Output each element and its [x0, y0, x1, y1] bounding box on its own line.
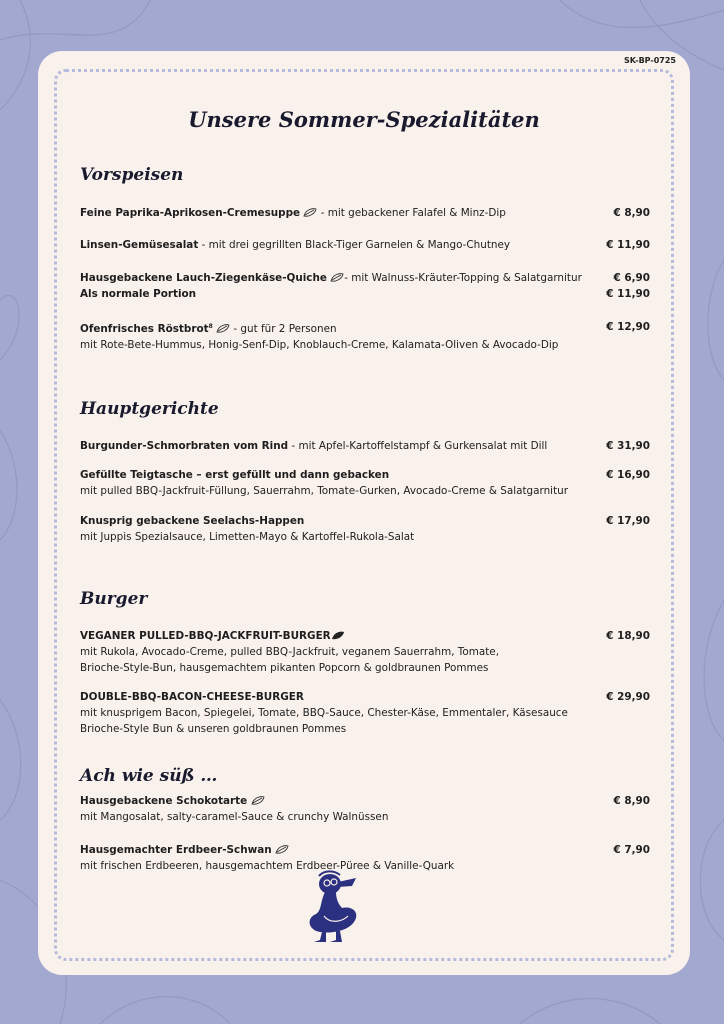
menu-item: [80, 319, 650, 353]
section-title-burger: Burger: [80, 589, 148, 609]
item-sub-name: Als normale Portion: [80, 288, 197, 300]
item-description: - mit Apfel-Kartoffelstampf & Gurkensalat mit Dill: [288, 440, 548, 452]
menu-item: [80, 467, 650, 499]
menu-item: [80, 205, 650, 221]
item-price: € 31,90: [606, 440, 650, 452]
menu-code: SK-BP-0725: [624, 56, 676, 65]
menu-item: [80, 628, 650, 676]
menu-card: [38, 51, 690, 975]
leaf-icon: [303, 208, 317, 217]
item-description: - gut für 2 Personen: [230, 323, 337, 335]
item-name: Feine Paprika-Aprikosen-Cremesuppe: [80, 207, 301, 219]
vegan-leaf-icon: [331, 631, 345, 640]
menu-item: [80, 438, 650, 454]
item-detail: mit Mangosalat, salty-caramel-Sauce & crunchy Walnüssen: [80, 811, 389, 823]
menu-item: [80, 270, 650, 302]
menu-item: [80, 237, 650, 253]
page-title: Unsere Sommer-Spezialitäten: [188, 107, 540, 132]
item-description: - mit gebackener Falafel & Minz-Dip: [320, 207, 506, 219]
menu-item: [80, 793, 650, 825]
item-detail: mit Rukola, Avocado-Creme, pulled BBQ-Jackfruit, veganem Sauerrahm, Tomate,: [80, 646, 500, 658]
menu-item: [80, 842, 650, 874]
item-detail: mit Juppis Spezialsauce, Limetten-Mayo & Kartoffel-Rukola-Salat: [80, 531, 415, 543]
duck-logo-icon: [300, 866, 362, 944]
item-detail: mit pulled BBQ-Jackfruit-Füllung, Sauerrahm, Tomate-Gurken, Avocado-Creme & Salatgarnitur: [80, 485, 568, 497]
item-name: Knusprig gebackene Seelachs-Happen: [80, 515, 305, 527]
leaf-icon: [251, 796, 265, 805]
item-name: Ofenfrisches Röstbrot: [80, 323, 209, 335]
item-description: - mit drei gegrillten Black-Tiger Garnelen & Mango-Chutney: [198, 239, 511, 251]
menu-item: [80, 513, 650, 545]
item-price: € 8,90: [613, 795, 650, 807]
item-name: Hausgebackene Lauch-Ziegenkäse-Quiche: [80, 272, 327, 284]
item-allergen-sup: 8: [208, 323, 213, 330]
item-detail: Brioche-Style-Bun, hausgemachtem pikanten Popcorn & goldbraunen Pommes: [80, 662, 489, 674]
item-name: Linsen-Gemüsesalat: [80, 239, 199, 251]
item-detail: mit frischen Erdbeeren, hausgemachtem Erdbeer-Püree & Vanille-Quark: [80, 860, 455, 872]
item-name: VEGANER PULLED-BBQ-JACKFRUIT-BURGER: [80, 630, 331, 642]
item-price: € 17,90: [606, 515, 650, 527]
item-price: € 18,90: [606, 630, 650, 642]
item-name: DOUBLE-BBQ-BACON-CHEESE-BURGER: [80, 691, 304, 703]
item-name: Gefüllte Teigtasche – erst gefüllt und dann gebacken: [80, 469, 390, 481]
item-detail: mit knusprigem Bacon, Spiegelei, Tomate, BBQ-Sauce, Chester-Käse, Emmentaler, Käsesauce: [80, 707, 568, 719]
item-price: € 11,90: [606, 239, 650, 251]
item-description: - mit Walnuss-Kräuter-Topping & Salatgarnitur: [344, 272, 582, 284]
section-title-hauptgerichte: Hauptgerichte: [80, 399, 219, 419]
item-detail: Brioche-Style Bun & unseren goldbraunen Pommes: [80, 723, 347, 735]
leaf-icon: [216, 324, 230, 333]
leaf-icon: [330, 273, 344, 282]
item-name: Hausgebackene Schokotarte: [80, 795, 248, 807]
item-price: € 16,90: [606, 469, 650, 481]
item-price: € 29,90: [606, 691, 650, 703]
leaf-icon: [275, 845, 289, 854]
section-title-suess: Ach wie süß …: [80, 766, 218, 786]
item-name: Burgunder-Schmorbraten vom Rind: [80, 440, 289, 452]
item-price: € 6,90: [613, 272, 650, 284]
section-title-vorspeisen: Vorspeisen: [80, 165, 184, 185]
item-price: € 7,90: [613, 844, 650, 856]
item-price: € 8,90: [613, 207, 650, 219]
item-sub-price: € 11,90: [606, 288, 650, 300]
item-price: € 12,90: [606, 321, 650, 333]
item-name: Hausgemachter Erdbeer-Schwan: [80, 844, 272, 856]
item-detail: mit Rote-Bete-Hummus, Honig-Senf-Dip, Knoblauch-Creme, Kalamata-Oliven & Avocado-Dip: [80, 339, 559, 351]
menu-item: [80, 689, 650, 737]
